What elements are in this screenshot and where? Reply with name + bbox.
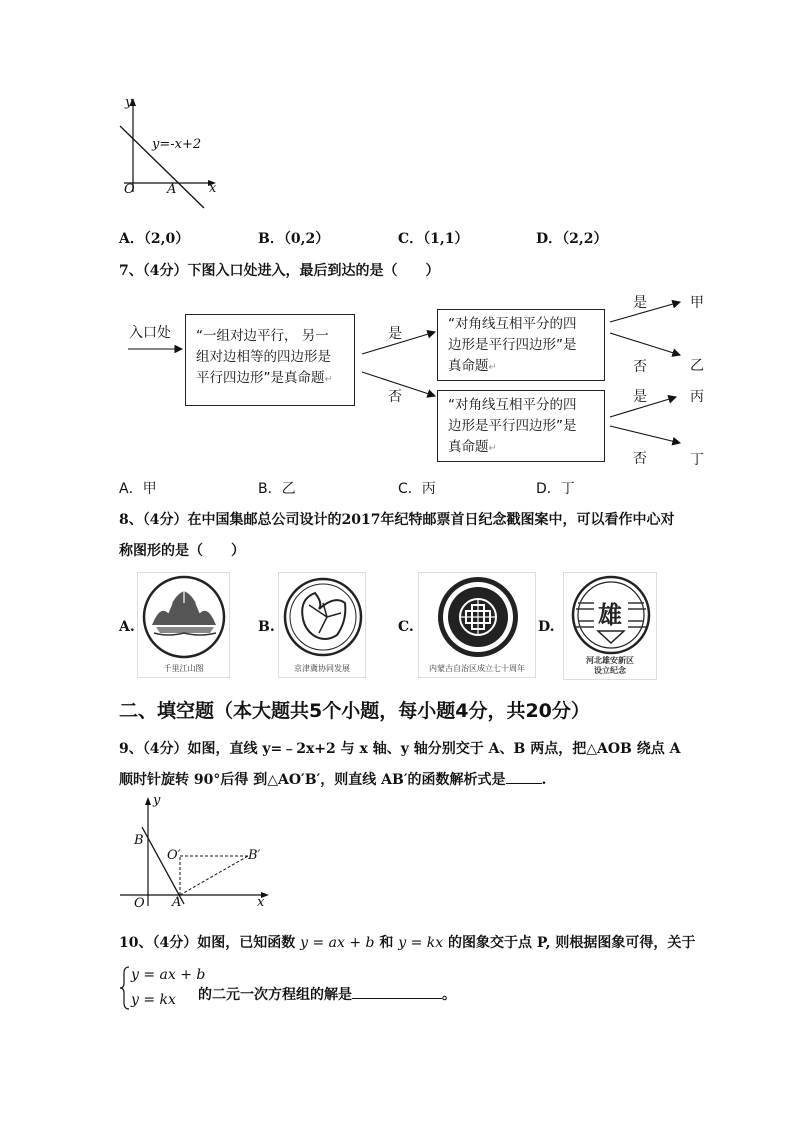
q8-label-d[interactable]: D. <box>538 619 555 635</box>
q10-formula-2: y = kx <box>398 935 444 951</box>
q8-stamp-b[interactable] <box>278 572 366 678</box>
q7-option-d[interactable]: D．丁 <box>536 481 575 497</box>
q7-option-b[interactable]: B．乙 <box>258 481 296 497</box>
q6-option-c[interactable]: C．（1,1） <box>398 231 469 247</box>
q7-box-2 <box>437 309 605 381</box>
q10-system-eq1: y = ax + b <box>131 967 206 983</box>
q7-box1-line2: 组对边相等的四边形是 <box>196 349 331 365</box>
q7-entry-label: 入口处 <box>129 325 171 341</box>
q10-stem <box>119 932 695 952</box>
q9-line2-end: . <box>541 772 547 788</box>
q10-tail-end: 。 <box>442 987 456 1003</box>
q7-option-c[interactable]: C．丙 <box>398 481 436 497</box>
q10-system-eq2: y = kx <box>131 992 176 1008</box>
q10-tail-text: 的二元一次方程组的解是 <box>198 987 352 1003</box>
q7-yes-label-2: 是 <box>633 295 647 311</box>
q9-b-prime-label: B′ <box>248 848 261 863</box>
q7-box3-line2: 边形是平行四边形”是 <box>448 418 577 434</box>
q6-option-b[interactable]: B．（0,2） <box>258 231 330 247</box>
q7-arrow-ding <box>610 426 680 443</box>
q8-caption-b: 京津冀协同发展 <box>294 664 350 673</box>
q10-system-brace <box>119 965 131 1011</box>
q9-answer-blank[interactable] <box>506 769 542 784</box>
q7-end-yi: 乙 <box>690 358 704 374</box>
q6-option-d[interactable]: D．（2,2） <box>536 231 608 247</box>
q6-y-label: y <box>125 95 133 110</box>
q8-stamp-a[interactable] <box>137 572 230 678</box>
q7-option-a[interactable]: A．甲 <box>119 481 157 497</box>
q7-box2-line2: 边形是平行四边形”是 <box>448 337 577 353</box>
q7-arrow-yi <box>610 333 680 355</box>
q7-no-label-2: 否 <box>633 359 647 375</box>
q8-caption-d-2: 设立纪念 <box>594 666 626 675</box>
q9-y-label: y <box>153 793 161 808</box>
q8-stamp-d[interactable] <box>563 572 657 680</box>
q9-b-label: B <box>134 833 144 848</box>
q10-stem-mid: 和 <box>379 935 394 951</box>
q8-caption-c: 内蒙古自治区成立七十周年 <box>429 664 525 673</box>
q7-stem: 7、（4分）下图入口处进入，最后到达的是（ ） <box>119 263 440 279</box>
q9-dash-ab <box>180 856 248 895</box>
q8-label-c[interactable]: C. <box>398 619 414 635</box>
q9-y-arrow <box>145 797 151 805</box>
q10-answer-blank[interactable] <box>352 984 442 999</box>
q8-stamp-b-image <box>279 573 367 665</box>
q8-stamp-c-image <box>419 573 537 665</box>
q8-stem-line2: 称图形的是（ ） <box>119 543 245 559</box>
q9-origin-label: O <box>134 896 145 911</box>
q7-end-jia: 甲 <box>690 295 704 311</box>
q10-stem-pre: 10、（4分）如图，已知函数 <box>119 935 296 951</box>
q7-no-label-1: 否 <box>388 389 402 405</box>
q7-box3-line1: “对角线互相平分的四 <box>448 397 577 413</box>
q8-caption-d-1: 河北雄安新区 <box>586 656 634 665</box>
q7-box3-line3: 真命题↵ <box>448 439 497 455</box>
q7-box-3 <box>437 390 605 462</box>
q9-line2-text: 顺时针旋转 90°后得 到△AO′B′，则直线 AB′的函数解析式是 <box>119 772 506 788</box>
q6-x-label: x <box>209 181 217 196</box>
q10-formula-1: y = ax + b <box>300 935 375 951</box>
q9-line1: 9、（4分）如图，直线 y=﹣2x+2 与 x 轴、y 轴分别交于 A、B 两点，把△AOB 绕点 A <box>119 741 681 757</box>
q8-stem-line1: 8、（4分）在中国集邮总公司设计的2017年纪特邮票首日纪念戳图案中，可以看作中心对 <box>119 512 675 528</box>
q9-a-label: A <box>172 895 182 910</box>
q7-yes-label-1: 是 <box>388 326 402 342</box>
q8-caption-a: 千里江山图 <box>163 664 204 673</box>
q6-origin-label: O <box>124 182 135 197</box>
q7-box2-line3: 真命题↵ <box>448 358 497 374</box>
q7-box1-line1: “一组对边平行， 另一 <box>196 328 329 344</box>
q8-label-a[interactable]: A. <box>119 619 135 635</box>
q8-label-b[interactable]: B. <box>258 619 275 635</box>
q10-tail <box>198 984 456 1004</box>
q8-stamp-c[interactable] <box>418 572 536 678</box>
section-heading-fill-in: 二、填空题（本大题共5个小题，每小题4分，共20分） <box>119 700 590 722</box>
q7-box2-line1: “对角线互相平分的四 <box>448 316 577 332</box>
q7-end-ding: 丁 <box>690 452 704 468</box>
q10-stem-post: 的图象交于点 P, 则根据图象可得，关于 <box>448 935 696 951</box>
q9-x-label: x <box>257 895 265 910</box>
q8-stamp-d-char: 雄 <box>598 601 622 629</box>
q7-yes-label-3: 是 <box>633 389 647 405</box>
q7-box-1 <box>185 314 355 406</box>
q9-o-prime-label: O′ <box>167 848 181 863</box>
q7-box1-line3: 平行四边形”是真命题↵ <box>196 370 333 386</box>
q8-stamp-a-image <box>138 573 231 665</box>
q6-line-label: y=-x+2 <box>152 137 202 152</box>
q6-point-a-label: A <box>167 182 177 197</box>
q6-option-a[interactable]: A．（2,0） <box>119 231 190 247</box>
q7-end-bing: 丙 <box>690 389 704 405</box>
q7-no-label-3: 否 <box>633 451 647 467</box>
q9-line2 <box>119 769 546 789</box>
